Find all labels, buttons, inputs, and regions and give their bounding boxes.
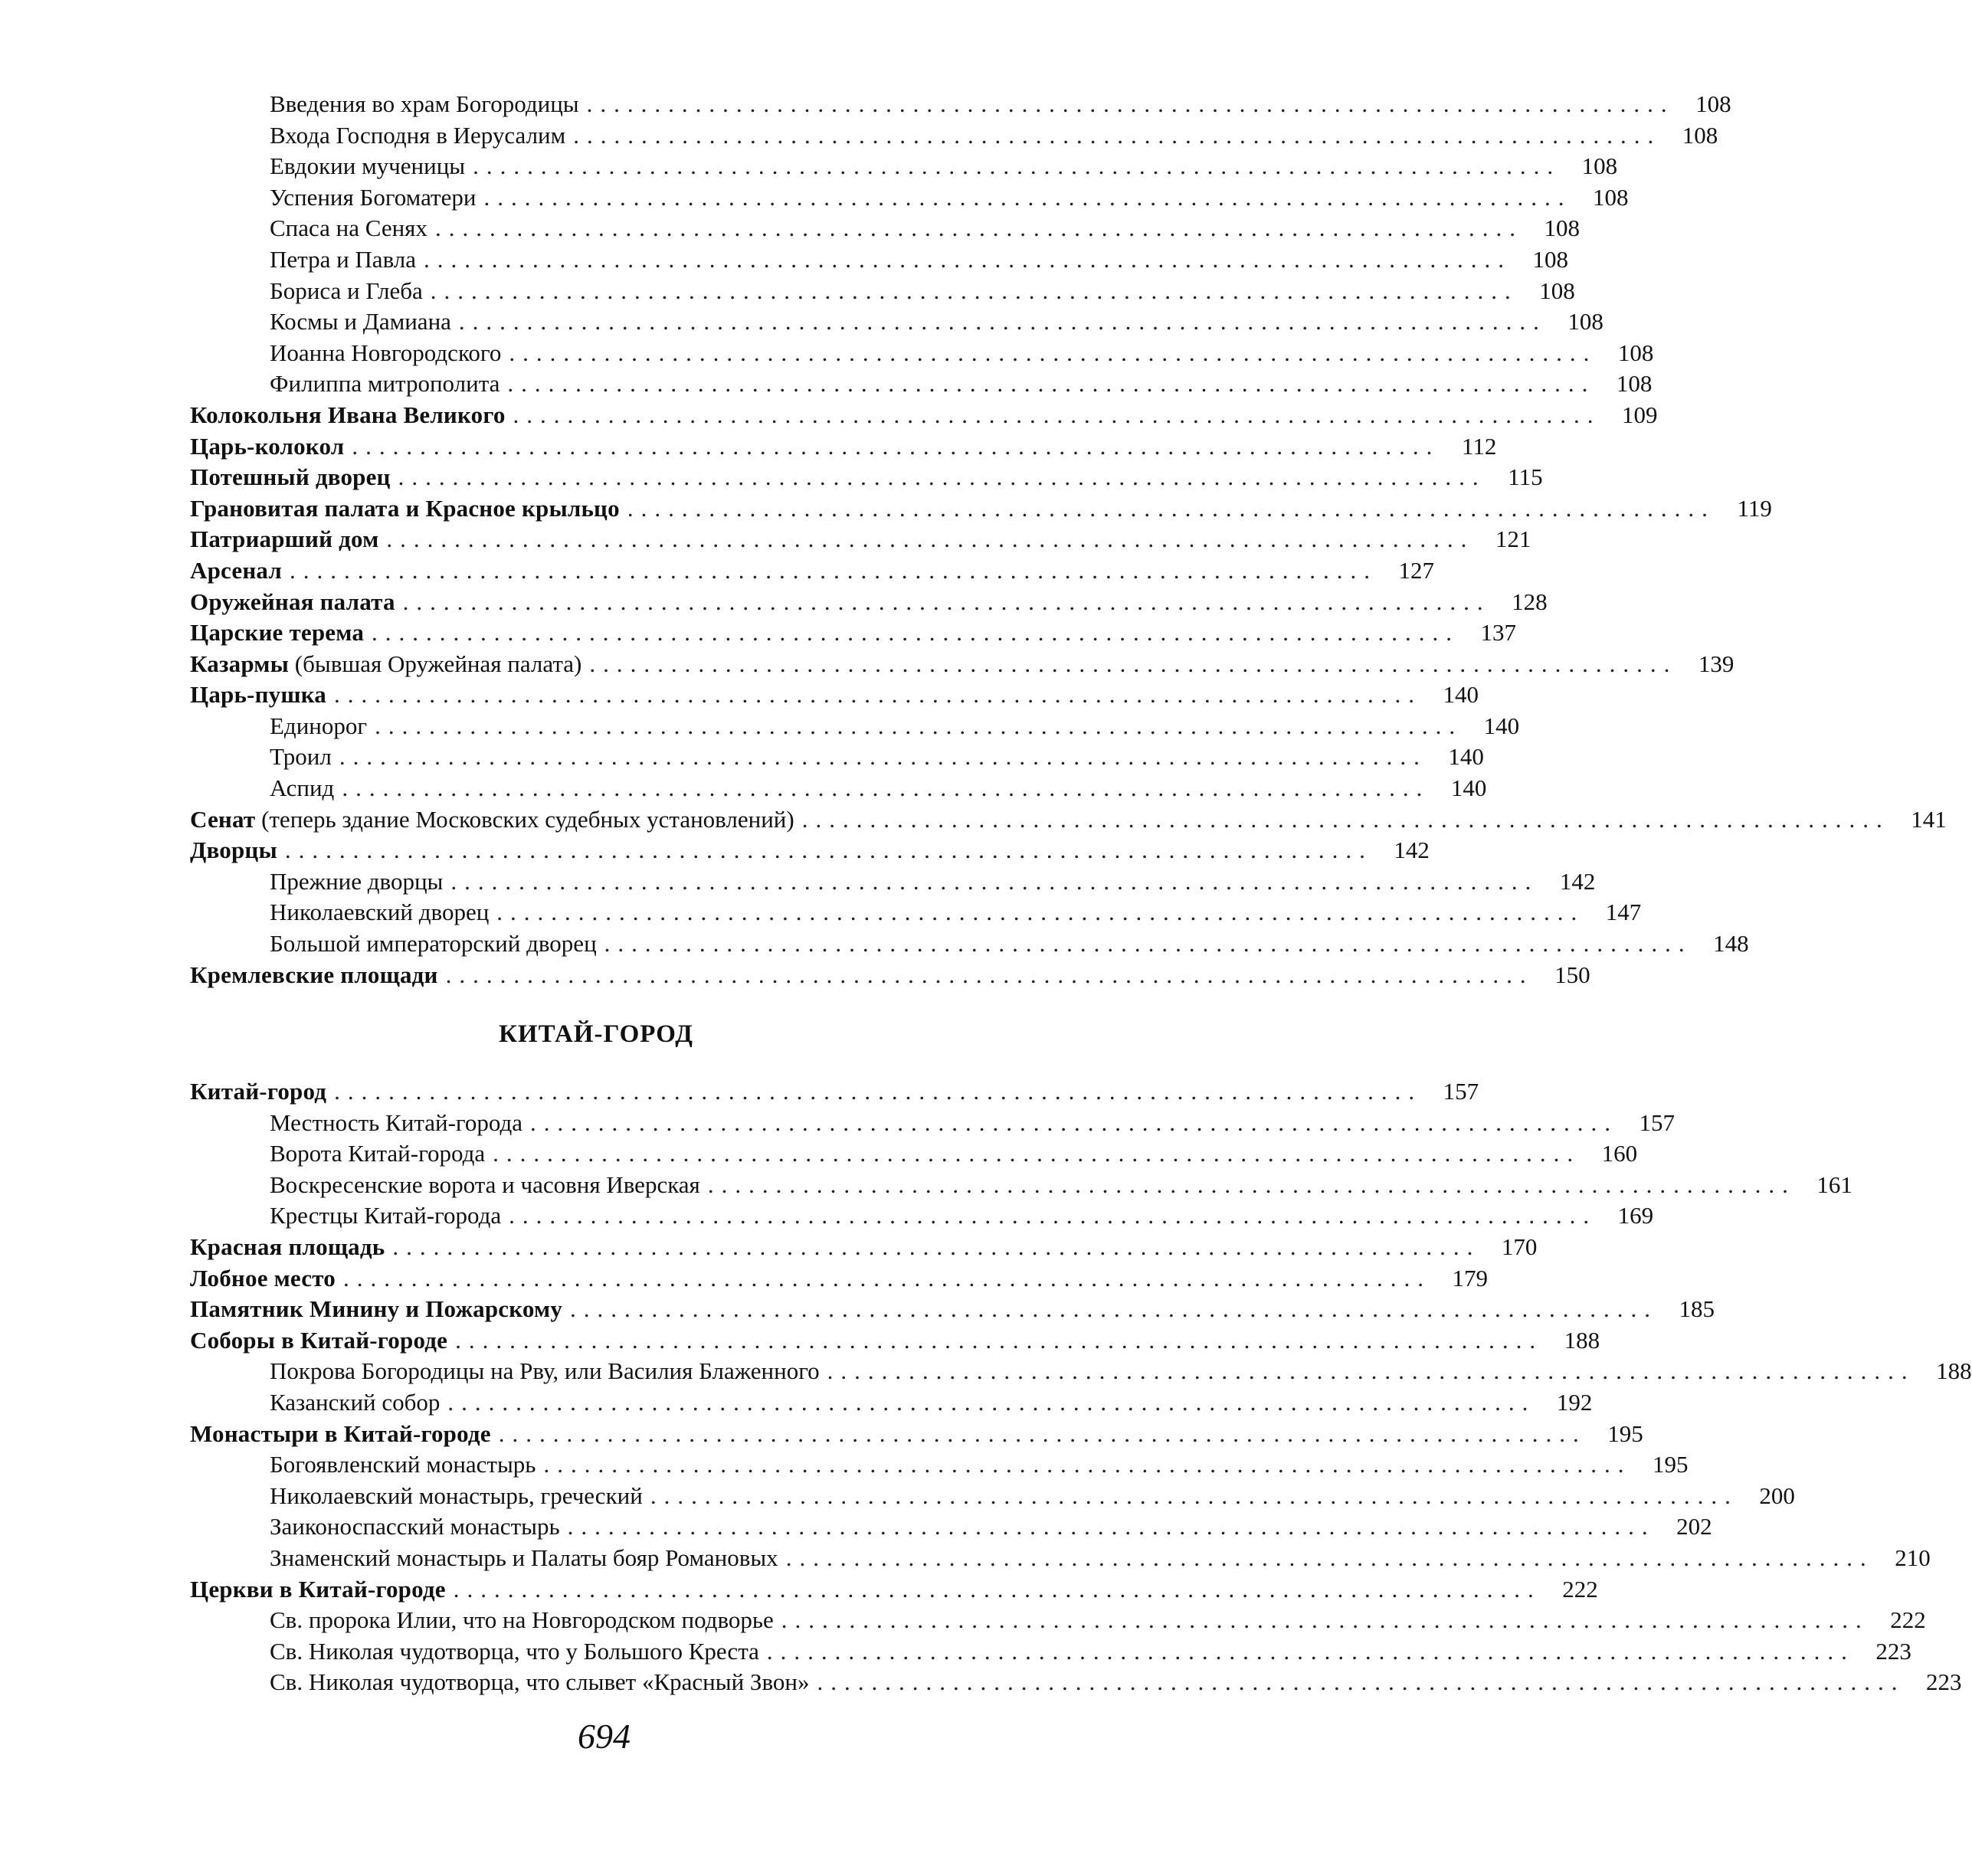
toc-page-number: 108 <box>1695 90 1731 117</box>
toc-entry-text: Крестцы Китай-города <box>270 1202 502 1229</box>
toc-entry-title <box>190 587 395 618</box>
toc-entry-title <box>270 151 465 182</box>
toc-entry <box>190 524 1531 555</box>
toc-entry-title <box>190 1263 336 1295</box>
toc-page-number: 108 <box>1682 121 1718 149</box>
toc-page-number: 115 <box>1508 463 1543 491</box>
toc-entry-title <box>270 213 427 244</box>
toc-page-number: 108 <box>1592 183 1629 211</box>
toc-subentry <box>190 1636 1911 1668</box>
toc-entry-title <box>270 928 597 960</box>
toc-entry-text: (теперь здание Московских судебных установлений) <box>255 805 794 833</box>
dot-leader: ................................................................................ <box>707 1170 1796 1198</box>
toc-entry-title <box>270 338 501 369</box>
page-number: 694 <box>578 1717 631 1756</box>
toc-entry-title <box>270 1356 820 1387</box>
toc-page-number: 137 <box>1480 619 1517 647</box>
toc-entry-bold-title: Арсенал <box>190 556 282 584</box>
toc-entry-title <box>270 306 451 338</box>
dot-leader: ................................................................................ <box>513 401 1601 428</box>
dot-leader: ................................................................................ <box>375 712 1463 739</box>
dot-leader: ................................................................................ <box>573 121 1662 149</box>
toc-page-number: 222 <box>1890 1606 1926 1634</box>
toc-entry-title <box>190 1419 491 1450</box>
dot-leader: ................................................................................ <box>507 370 1596 398</box>
toc-entry <box>190 587 1548 618</box>
toc-entry <box>190 431 1497 463</box>
toc-entry-text: Единорог <box>270 712 368 739</box>
toc-entry-text: Знаменский монастырь и Палаты бояр Романовых <box>270 1544 778 1571</box>
toc-subentry <box>190 1511 1712 1543</box>
toc-entry-title <box>270 276 423 307</box>
dot-leader: ................................................................................ <box>447 1388 1536 1416</box>
toc-entry-text: Входа Господня в Иерусалим <box>270 121 566 149</box>
toc-entry-title <box>270 1481 643 1512</box>
toc-page-number: 141 <box>1911 805 1947 833</box>
toc-subentry <box>190 151 1618 182</box>
toc-entry-title <box>270 120 565 152</box>
dot-leader: ................................................................................ <box>386 525 1475 553</box>
toc-page-number: 139 <box>1698 650 1735 677</box>
toc-entry-title <box>270 742 332 773</box>
toc-entry-title <box>270 897 489 928</box>
toc-entry-bold-title: Сенат <box>190 805 256 833</box>
dot-leader: ................................................................................ <box>509 339 1597 366</box>
toc-entry <box>190 400 1658 431</box>
toc-entry <box>190 1263 1488 1295</box>
toc-entry-text: Николаевский дворец <box>270 899 490 926</box>
dot-leader: ................................................................................ <box>434 214 1523 242</box>
toc-page-number: 160 <box>1601 1140 1638 1167</box>
toc-page-number: 142 <box>1559 867 1596 895</box>
toc-subentry <box>190 897 1642 928</box>
dot-leader: ................................................................................ <box>493 1140 1581 1167</box>
toc-entry-title <box>270 1170 700 1201</box>
dot-leader: ................................................................................ <box>445 961 1534 988</box>
dot-leader: ................................................................................ <box>785 1544 1874 1571</box>
toc-entry-bold-title: Кремлевские площади <box>190 961 438 988</box>
toc-entry-title <box>270 244 416 276</box>
dot-leader: ................................................................................ <box>339 743 1427 771</box>
toc-entry <box>190 617 1517 649</box>
toc-entry-text: Прежние дворцы <box>270 867 444 895</box>
toc-entry <box>190 804 1947 836</box>
toc-page-number: 108 <box>1616 370 1653 398</box>
toc-entry-title <box>270 1667 809 1698</box>
toc-entry-title <box>270 1449 536 1481</box>
toc-subentry <box>190 1387 1593 1419</box>
toc-page-number: 127 <box>1398 556 1434 584</box>
toc-subentry <box>190 1200 1654 1232</box>
dot-leader: ................................................................................ <box>766 1637 1855 1665</box>
toc-entry-text: Успения Богоматери <box>270 183 477 211</box>
toc-page-number: 140 <box>1443 681 1479 709</box>
toc-entry-bold-title: Царь-колокол <box>190 432 345 460</box>
toc-page-number: 140 <box>1448 743 1484 771</box>
dot-leader: ................................................................................ <box>398 463 1486 491</box>
toc-entry-title <box>190 1574 446 1606</box>
toc-page-number: 222 <box>1562 1575 1598 1603</box>
toc-entry-title <box>270 1200 501 1232</box>
toc-entry-text: Евдокии мученицы <box>270 152 466 180</box>
toc-entry-title <box>270 368 500 400</box>
dot-leader: ................................................................................ <box>817 1668 1905 1696</box>
toc-entry-title <box>190 493 620 525</box>
toc-page-number: 108 <box>1544 214 1580 242</box>
toc-entry-text: Богоявленский монастырь <box>270 1451 536 1478</box>
toc-entry-text: Св. Николая чудотворца, что у Большого Креста <box>270 1637 759 1665</box>
toc-subentry <box>190 368 1653 400</box>
toc-page-number: 195 <box>1652 1451 1689 1478</box>
toc-entry-title <box>190 1232 385 1263</box>
dot-leader: ................................................................................ <box>453 1575 1541 1603</box>
toc-subentry <box>190 213 1580 244</box>
toc-entry-title <box>270 866 443 898</box>
toc-entry-text: Петра и Павла <box>270 245 417 273</box>
dot-leader: ................................................................................ <box>289 556 1377 584</box>
toc-entry-bold-title: Лобное место <box>190 1264 336 1292</box>
dot-leader: ................................................................................ <box>650 1481 1738 1509</box>
toc-page-number: 140 <box>1450 774 1487 802</box>
toc-subentry <box>190 1356 1972 1387</box>
dot-leader: ................................................................................ <box>402 588 1491 615</box>
toc-entry-bold-title: Казармы <box>190 650 290 677</box>
toc-page-number: 195 <box>1607 1419 1643 1447</box>
dot-leader: ................................................................................ <box>352 432 1440 460</box>
dot-leader: ................................................................................ <box>424 245 1512 273</box>
toc-entry <box>190 1325 1600 1357</box>
dot-leader: ................................................................................ <box>543 1451 1632 1478</box>
section-heading: КИТАЙ-ГОРОД <box>499 1020 693 1048</box>
toc-entry <box>190 1294 1715 1325</box>
toc-page-number: 157 <box>1639 1108 1675 1136</box>
toc-page-number: 150 <box>1554 961 1590 988</box>
toc-entry-title <box>190 1294 562 1325</box>
toc-entry-title <box>270 711 367 742</box>
dot-leader: ................................................................................ <box>530 1108 1618 1136</box>
toc-page-number: 157 <box>1443 1078 1479 1105</box>
toc-entry-title <box>190 804 794 836</box>
toc-entry-title <box>190 649 581 680</box>
toc-entry-text: (бывшая Оружейная палата) <box>289 650 582 677</box>
toc-entry-title <box>270 182 476 214</box>
toc-subentry <box>190 120 1718 152</box>
toc-entry-title <box>190 462 391 493</box>
toc-entry <box>190 493 1772 525</box>
dot-leader: ................................................................................ <box>473 152 1561 180</box>
toc-subentry <box>190 244 1569 276</box>
dot-leader: ................................................................................ <box>342 774 1430 802</box>
dot-leader: ................................................................................ <box>801 805 1890 833</box>
toc-entry-title <box>270 1543 778 1574</box>
dot-leader: ................................................................................ <box>372 619 1460 647</box>
toc-subentry <box>190 928 1749 960</box>
dot-leader: ................................................................................ <box>509 1202 1597 1229</box>
toc-list-kitai-gorod <box>190 1076 1972 1698</box>
toc-page-number: 147 <box>1605 899 1642 926</box>
toc-subentry <box>190 1481 1795 1512</box>
toc-entry-text: Николаевский монастырь, греческий <box>270 1481 643 1509</box>
toc-entry-bold-title: Памятник Минину и Пожарскому <box>190 1295 563 1323</box>
toc-entry <box>190 1419 1643 1450</box>
toc-page-number: 121 <box>1495 525 1531 553</box>
toc-page-number: 140 <box>1483 712 1520 739</box>
toc-subentry <box>190 711 1520 742</box>
toc-entry-text: Заиконоспасский монастырь <box>270 1513 560 1540</box>
toc-entry-title <box>190 431 344 463</box>
toc-entry-title <box>190 835 277 866</box>
toc-entry-text: Аспид <box>270 774 335 802</box>
toc-subentry <box>190 1108 1675 1139</box>
toc-entry-bold-title: Царь-пушка <box>190 681 326 709</box>
toc-page-number: 179 <box>1452 1264 1488 1292</box>
toc-entry-bold-title: Китай-город <box>190 1078 327 1105</box>
toc-entry-title <box>270 1511 560 1543</box>
toc-page-number: 108 <box>1617 339 1654 366</box>
toc-entry-title <box>190 960 438 991</box>
dot-leader: ................................................................................ <box>604 930 1692 958</box>
toc-page-number: 169 <box>1617 1202 1654 1229</box>
toc-entry-text: Бориса и Глеба <box>270 277 423 304</box>
toc-page-number: 188 <box>1936 1357 1972 1385</box>
toc-entry-bold-title: Монастыри в Китай-городе <box>190 1419 491 1447</box>
dot-leader: ................................................................................ <box>570 1295 1659 1323</box>
dot-leader: ................................................................................ <box>430 277 1518 304</box>
toc-page-number: 108 <box>1539 277 1575 304</box>
toc-entry-bold-title: Дворцы <box>190 837 277 864</box>
toc-entry-text: Св. Николая чудотворца, что слывет «Красный Звон» <box>270 1668 810 1696</box>
dot-leader: ................................................................................ <box>586 90 1675 117</box>
toc-entry-text: Филиппа митрополита <box>270 370 500 398</box>
dot-leader: ................................................................................ <box>458 308 1547 336</box>
toc-subentry <box>190 1138 1638 1170</box>
toc-entry-title <box>270 1387 440 1419</box>
toc-entry <box>190 679 1479 711</box>
toc-entry-text: Спаса на Сенях <box>270 214 427 242</box>
toc-entry-title <box>190 1076 326 1108</box>
toc-entry-text: Покрова Богородицы на Рву, или Василия Блаженного <box>270 1357 820 1385</box>
dot-leader: ................................................................................ <box>496 899 1585 926</box>
toc-entry-text: Св. пророка Илии, что на Новгородском подворье <box>270 1606 774 1634</box>
toc-subentry <box>190 276 1575 307</box>
dot-leader: ................................................................................ <box>450 867 1539 895</box>
toc-entry <box>190 1076 1479 1108</box>
toc-entry-bold-title: Оружейная палата <box>190 588 395 615</box>
toc-page-number: 223 <box>1875 1637 1911 1665</box>
toc-subentry <box>190 1449 1689 1481</box>
toc-page-number: 128 <box>1512 588 1548 615</box>
toc-entry-bold-title: Патриарший дом <box>190 525 379 553</box>
toc-entry-text: Иоанна Новгородского <box>270 339 502 366</box>
toc-entry-text: Большой императорский дворец <box>270 930 597 958</box>
toc-subentry <box>190 1605 1926 1636</box>
dot-leader: ................................................................................ <box>498 1419 1587 1447</box>
toc-entry-text: Воскресенские ворота и часовня Иверская <box>270 1170 700 1198</box>
toc-page-number: 192 <box>1556 1388 1593 1416</box>
toc-entry-title <box>190 524 378 555</box>
toc-page-number: 148 <box>1713 930 1749 958</box>
dot-leader: ................................................................................ <box>392 1233 1481 1260</box>
dot-leader: ................................................................................ <box>334 1078 1423 1105</box>
toc-page-number: 202 <box>1676 1513 1712 1540</box>
toc-entry <box>190 555 1434 587</box>
toc-entry <box>190 960 1590 991</box>
toc-subentry <box>190 866 1596 898</box>
toc-subentry <box>190 742 1484 773</box>
toc-entry-title <box>190 400 506 431</box>
toc-page-number: 185 <box>1679 1295 1715 1323</box>
toc-entry-title <box>270 1636 759 1668</box>
dot-leader: ................................................................................ <box>342 1264 1431 1292</box>
toc-page-number: 223 <box>1925 1668 1962 1696</box>
toc-entry <box>190 1574 1598 1606</box>
toc-entry-bold-title: Церкви в Китай-городе <box>190 1575 446 1603</box>
toc-page-number: 200 <box>1759 1481 1795 1509</box>
toc-page-number: 108 <box>1532 245 1569 273</box>
toc-page-number: 119 <box>1737 494 1772 522</box>
dot-leader: ................................................................................ <box>627 494 1715 522</box>
toc-subentry <box>190 1667 1962 1698</box>
toc-subentry <box>190 1543 1931 1574</box>
toc-entry-text: Казанский собор <box>270 1388 441 1416</box>
toc-entry-bold-title: Царские терема <box>190 619 365 647</box>
dot-leader: ................................................................................ <box>827 1357 1915 1385</box>
toc-entry <box>190 649 1735 680</box>
toc-entry-bold-title: Потешный дворец <box>190 463 391 491</box>
toc-subentry <box>190 306 1603 338</box>
toc-entry-title <box>190 555 282 587</box>
toc-page-number: 108 <box>1567 308 1603 336</box>
dot-leader: ................................................................................ <box>781 1606 1869 1634</box>
toc-page-number: 210 <box>1895 1544 1931 1571</box>
dot-leader: ................................................................................ <box>284 837 1373 864</box>
toc-page-number: 108 <box>1581 152 1618 180</box>
toc-entry-title <box>190 617 364 649</box>
toc-entry-title <box>270 1138 485 1170</box>
toc-entry-bold-title: Колокольня Ивана Великого <box>190 401 506 428</box>
dot-leader: ................................................................................ <box>334 681 1422 709</box>
toc-entry <box>190 462 1543 493</box>
toc-entry-text: Ворота Китай-города <box>270 1140 486 1167</box>
toc-entry-title <box>190 679 326 711</box>
toc-entry-text: Космы и Дамиана <box>270 308 451 336</box>
dot-leader: ................................................................................ <box>567 1513 1656 1540</box>
toc-subentry <box>190 338 1654 369</box>
toc-entry <box>190 835 1430 866</box>
toc-entry <box>190 1232 1538 1263</box>
toc-entry-text: Местность Китай-города <box>270 1108 522 1136</box>
toc-entry-bold-title: Красная площадь <box>190 1233 385 1260</box>
toc-entry-text: Троил <box>270 743 332 771</box>
toc-entry-title <box>190 1325 447 1357</box>
toc-entry-bold-title: Соборы в Китай-городе <box>190 1326 448 1354</box>
toc-subentry <box>190 1170 1852 1201</box>
toc-page-number: 109 <box>1622 401 1658 428</box>
dot-leader: ................................................................................ <box>455 1326 1544 1354</box>
dot-leader: ................................................................................ <box>589 650 1678 677</box>
toc-list-kremlin <box>190 89 1947 990</box>
toc-entry-title <box>270 1108 522 1139</box>
toc-subentry <box>190 182 1629 214</box>
toc-entry-title <box>270 773 334 804</box>
toc-entry-title <box>270 1605 774 1636</box>
toc-entry-text: Введения во храм Богородицы <box>270 90 579 117</box>
dot-leader: ................................................................................ <box>483 183 1572 211</box>
toc-page-number: 188 <box>1564 1326 1600 1354</box>
toc-page-number: 161 <box>1816 1170 1852 1198</box>
toc-entry-title <box>270 89 579 120</box>
toc-subentry <box>190 773 1487 804</box>
toc-page-number: 112 <box>1461 432 1497 460</box>
toc-entry-bold-title: Грановитая палата и Красное крыльцо <box>190 494 620 522</box>
toc-subentry <box>190 89 1731 120</box>
toc-page-number: 170 <box>1501 1233 1538 1260</box>
toc-page-number: 142 <box>1394 837 1430 864</box>
